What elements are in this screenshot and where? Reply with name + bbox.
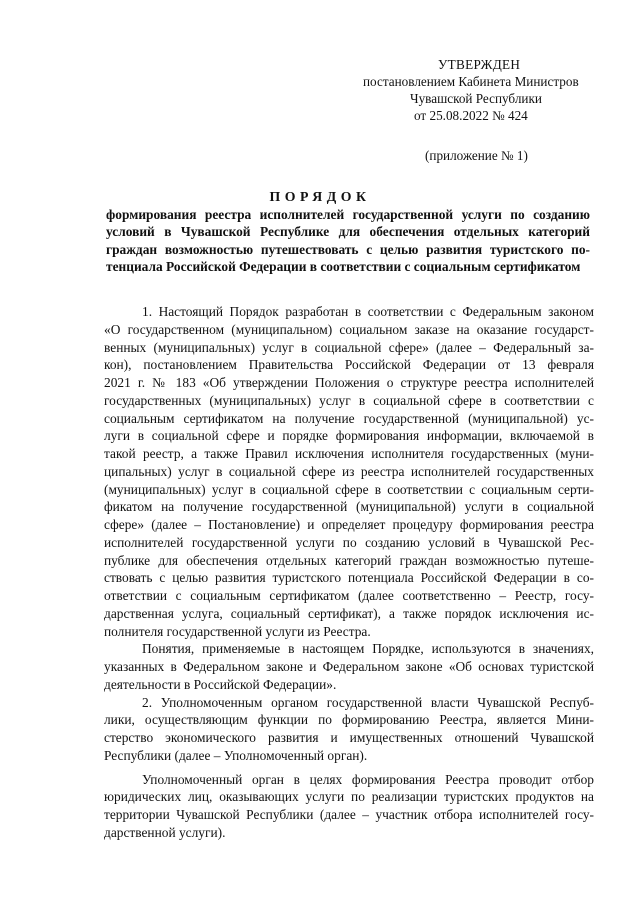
- text-line: 2021 г. № 183 «Об утверждении Положения о структуре реестра исполнителей: [104, 375, 594, 390]
- text-line: государственных (муниципальных) услуг в социальной сфере в соответствии с: [104, 392, 594, 408]
- text-line: Уполномоченный орган в целях формирования Реестра проводит отбор: [142, 771, 594, 787]
- text-line: ципальных) услуг в социальной сфере из реестра исполнителей государственных: [104, 463, 594, 479]
- text-line: исполнителей государственной услуги по созданию условий в Чувашской Рес-: [104, 534, 594, 550]
- subtitle-line: условий в Чувашской Республике для обеспечения отдельных категорий: [106, 224, 590, 240]
- text-line: 2. Уполномоченным органом государственной власти Чувашской Респуб-: [142, 694, 594, 710]
- approval-date: от 25.08.2022 № 424: [414, 108, 528, 123]
- text-line: социальным сертификатом на получение государственной (муниципальной) ус-: [104, 410, 594, 426]
- text-line: Республики (далее – Уполномоченный орган).: [104, 747, 368, 763]
- appendix-label: (приложение № 1): [425, 148, 528, 163]
- text-line: венных (муниципальных) услуг в социальной сфере» (далее – Федеральный за-: [104, 339, 594, 355]
- approval-heading: УТВЕРЖДЕН: [438, 57, 521, 72]
- text-line: территории Чувашской Республики (далее – участник отбора исполнителей госу-: [104, 807, 594, 822]
- text-line: указанных в Федеральном законе и Федеральном законе «Об основах туристской: [104, 659, 594, 674]
- approval-stamp: [360, 56, 630, 164]
- text-line: юридических лиц, оказывающих услуги по реализации туристских продуктов на: [104, 789, 594, 805]
- text-line: (муниципальных) услуг в социальной сфере в соответствии с социальным серти-: [104, 481, 594, 497]
- text-line: луги в социальной сфере и порядке формирования информации, включаемой в: [104, 428, 594, 444]
- text-line: дарственная услуга, социальный сертификат), а также порядок исключения ис-: [104, 605, 594, 621]
- text-line: фикатом на получение государственной (муниципальной) услуги в социальной: [104, 499, 594, 515]
- document-subtitle: [106, 206, 590, 275]
- document-title: ПОРЯДОК: [269, 189, 371, 204]
- document-body: [104, 303, 594, 842]
- paragraph-1: [104, 303, 594, 640]
- text-line: лики, осуществляющим функции по формированию Реестра, является Мини-: [104, 712, 594, 728]
- approval-line: постановлением Кабинета Министров: [363, 74, 579, 89]
- text-line: Понятия, применяемые в настоящем Порядке, используются в значениях,: [142, 641, 594, 657]
- text-line: дарственной услуги).: [104, 824, 226, 840]
- paragraph-4: [104, 771, 594, 842]
- paragraph-2: [104, 640, 594, 693]
- paragraph-3: [104, 694, 594, 765]
- subtitle-line: граждан возможностью путешествовать с целью развития туристского по-: [106, 241, 590, 257]
- text-line: стерство экономического развития и имущественных отношений Чувашской: [104, 730, 594, 745]
- text-line: 1. Настоящий Порядок разработан в соответствии с Федеральным законом: [142, 304, 594, 319]
- text-line: ответствии с социальным сертификатом (далее соответственно – Реестр, госу-: [104, 588, 594, 603]
- text-line: полнителя государственной услуги из Реестра.: [104, 623, 371, 639]
- subtitle-line: тенциала Российской Федерации в соответствии с социальным сертификатом: [106, 258, 581, 274]
- approval-line: Чувашской Республики: [410, 91, 542, 106]
- text-line: сфере» (далее – Постановление) и определяет процедуру формирования реестра: [104, 517, 594, 532]
- text-line: «О государственном (муниципальном) социальном заказе на оказание государст-: [104, 321, 594, 337]
- text-line: кон), постановлением Правительства Российской Федерации от 13 февраля: [104, 357, 594, 373]
- subtitle-line: формирования реестра исполнителей государственной услуги по созданию: [106, 207, 590, 222]
- text-line: ствовать с целью развития туристского потенциала Российской Федерации в со-: [104, 570, 594, 586]
- text-line: такой реестр, а также Правил исключения исполнителя государственных (муни-: [104, 446, 594, 461]
- text-line: деятельности в Российской Федерации».: [104, 676, 337, 692]
- text-line: публике для обеспечения отдельных категорий граждан возможностью путеше-: [104, 552, 594, 568]
